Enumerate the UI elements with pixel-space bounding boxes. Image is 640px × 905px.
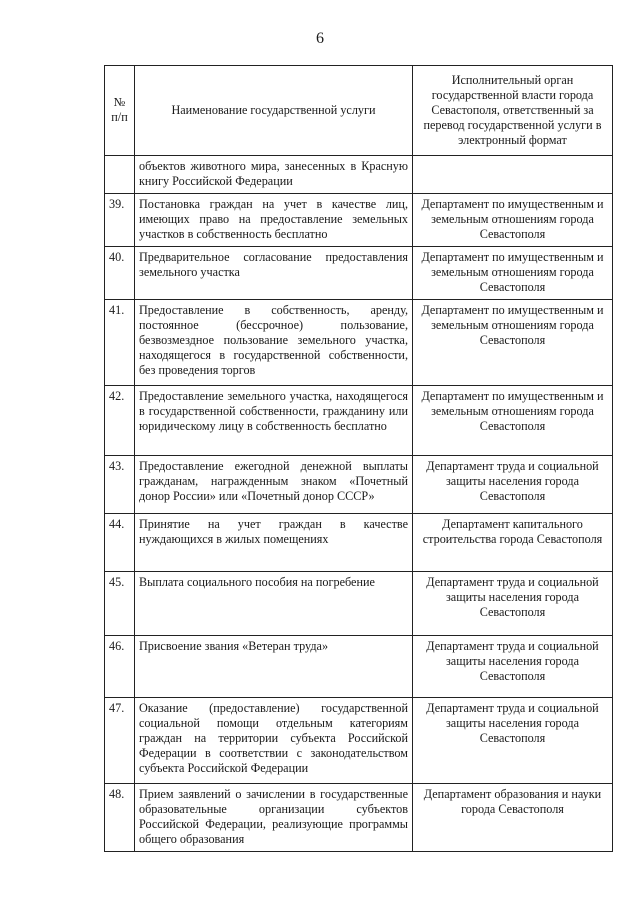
service-name: Предварительное согласование предоставления земельного участка (135, 247, 413, 300)
service-name: объектов животного мира, занесенных в Красную книгу Российской Федерации (135, 156, 413, 194)
services-table (104, 65, 613, 852)
responsible-body: Департамент труда и социальной защиты населения города Севастополя (413, 572, 613, 636)
table-row (105, 636, 613, 698)
row-number: 42. (105, 386, 135, 456)
table-row (105, 247, 613, 300)
service-name: Оказание (предоставление) государственной социальной помощи отдельным категориям граждан на территории субъекта Российской Федерации в соответствии с законодательством субъекта Российской Федерации (135, 698, 413, 784)
service-name: Присвоение звания «Ветеран труда» (135, 636, 413, 698)
responsible-body: Департамент труда и социальной защиты населения города Севастополя (413, 698, 613, 784)
responsible-body: Департамент по имущественным и земельным отношениям города Севастополя (413, 247, 613, 300)
header-number: № п/п (105, 66, 135, 156)
table-row (105, 194, 613, 247)
table-row (105, 784, 613, 852)
page-number: 6 (316, 30, 324, 47)
row-number: 47. (105, 698, 135, 784)
row-number: 46. (105, 636, 135, 698)
table-row (105, 456, 613, 514)
row-number: 39. (105, 194, 135, 247)
responsible-body: Департамент образования и науки города Севастополя (413, 784, 613, 852)
row-number: 45. (105, 572, 135, 636)
row-number: 48. (105, 784, 135, 852)
table-row (105, 156, 613, 194)
table-row (105, 514, 613, 572)
table-row (105, 300, 613, 386)
row-number (105, 156, 135, 194)
header-service-name: Наименование государственной услуги (135, 66, 413, 156)
responsible-body: Департамент труда и социальной защиты населения города Севастополя (413, 636, 613, 698)
service-name: Принятие на учет граждан в качестве нуждающихся в жилых помещениях (135, 514, 413, 572)
service-name: Постановка граждан на учет в качестве лиц, имеющих право на предоставление земельных участков в собственность бесплатно (135, 194, 413, 247)
service-name: Выплата социального пособия на погребение (135, 572, 413, 636)
responsible-body (413, 156, 613, 194)
row-number: 41. (105, 300, 135, 386)
row-number: 44. (105, 514, 135, 572)
service-name: Предоставление земельного участка, находящегося в государственной собственности, гражданину или юридическому лицу в собственность бесплатно (135, 386, 413, 456)
table-row (105, 572, 613, 636)
service-name: Прием заявлений о зачислении в государственные образовательные организации субъектов Российской Федерации, реализующие программы общего образования (135, 784, 413, 852)
service-name: Предоставление в собственность, аренду, постоянное (бессрочное) пользование, безвозмездное пользование земельного участка, находящегося в государственной собственности, без проведения торгов (135, 300, 413, 386)
row-number: 40. (105, 247, 135, 300)
responsible-body: Департамент по имущественным и земельным отношениям города Севастополя (413, 386, 613, 456)
responsible-body: Департамент труда и социальной защиты населения города Севастополя (413, 456, 613, 514)
table-row (105, 698, 613, 784)
row-number: 43. (105, 456, 135, 514)
responsible-body: Департамент по имущественным и земельным отношениям города Севастополя (413, 194, 613, 247)
service-name: Предоставление ежегодной денежной выплаты гражданам, награжденным знаком «Почетный донор России» или «Почетный донор СССР» (135, 456, 413, 514)
responsible-body: Департамент капитального строительства города Севастополя (413, 514, 613, 572)
responsible-body: Департамент по имущественным и земельным отношениям города Севастополя (413, 300, 613, 386)
table-header-row (105, 66, 613, 156)
header-responsible-body: Исполнительный орган государственной власти города Севастополя, ответственный за перевод государственной услуги в электронный формат (413, 66, 613, 156)
table-row (105, 386, 613, 456)
